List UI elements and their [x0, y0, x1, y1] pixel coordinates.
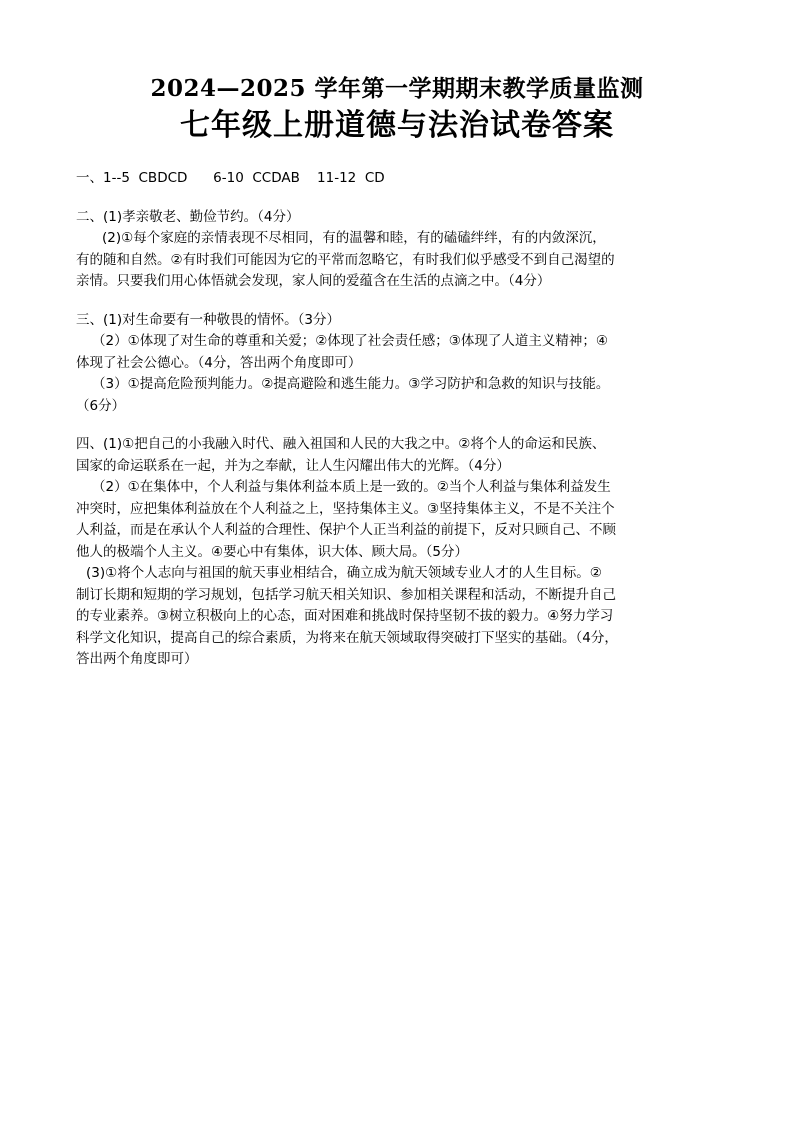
section-3-line: （3）①提高危险预判能力。②提高避险和逃生能力。③学习防护和急救的知识与技能。 [92, 376, 610, 392]
section-4-line: 的专业素养。③树立积极向上的心态，面对困难和挑战时保持坚韧不拔的毅力。④努力学习 [76, 608, 614, 624]
answer-content [76, 168, 718, 671]
section-3-line: （2）①体现了对生命的尊重和关爱；②体现了社会责任感；③体现了人道主义精神；④ [92, 333, 608, 349]
section-3-line: 体现了社会公德心。（4分，答出两个角度即可） [76, 354, 362, 371]
section-2-line: 二、(1)孝亲敬老、勤俭节约。（4分） [76, 208, 300, 225]
section-2-line: 亲情。只要我们用心体悟就会发现，家人间的爱蕴含在生活的点滴之中。（4分） [76, 273, 551, 289]
section-4-line: 人利益，而是在承认个人利益的合理性、保护个人正当利益的前提下，反对只顾自己、不顾 [76, 522, 616, 538]
section-4-line: 冲突时，应把集体利益放在个人利益之上，坚持集体主义。③坚持集体主义，不是不关注个 [76, 500, 615, 517]
exam-subtitle: 七年级上册道德与法治试卷答案 [180, 108, 614, 143]
section-4-line: （2）①在集体中，个人利益与集体利益本质上是一致的。②当个人利益与集体利益发生 [92, 479, 611, 495]
section-4-line: 科学文化知识，提高自己的综合素质，为将来在航天领域取得突破打下坚实的基础。（4分， [76, 629, 618, 646]
section-4-line: 制订长期和短期的学习规划，包括学习航天相关知识、参加相关课程和活动，不断提升自己 [76, 586, 616, 603]
section-4-line: 国家的命运联系在一起，并为之奉献，让人生闪耀出伟大的光辉。（4分） [76, 457, 510, 474]
section-2-line: (2)①每个家庭的亲情表现不尽相同，有的温馨和睦，有的磕磕绊绊，有的内敛深沉， [102, 230, 606, 246]
section-3 [76, 310, 718, 418]
section-1-multiple-choice: 一、1--5 CBDCD 6-10 CCDAB 11-12 CD [76, 170, 385, 186]
section-4-line: 答出两个角度即可） [76, 651, 198, 667]
section-4-line: 四、(1)①把自己的小我融入时代、融入祖国和人民的大我之中。②将个人的命运和民族、 [76, 436, 606, 452]
section-3-line: 三、(1)对生命要有一种敬畏的情怀。（3分） [76, 311, 340, 328]
section-4-line: (3)①将个人志向与祖国的航天事业相结合，确立成为航天领域专业人才的人生目标。② [86, 565, 602, 581]
section-2-line: 有的随和自然。②有时我们可能因为它的平常而忽略它，有时我们似乎感受不到自己渴望的 [76, 251, 615, 268]
section-4 [76, 434, 718, 671]
section-3-line: （6分） [76, 397, 126, 414]
exam-title: 2024—2025 学年第一学期期末教学质量监测 [150, 75, 644, 102]
section-2 [76, 207, 718, 293]
section-4-line: 他人的极端个人主义。④要心中有集体，识大体、顾大局。（5分） [76, 543, 468, 560]
